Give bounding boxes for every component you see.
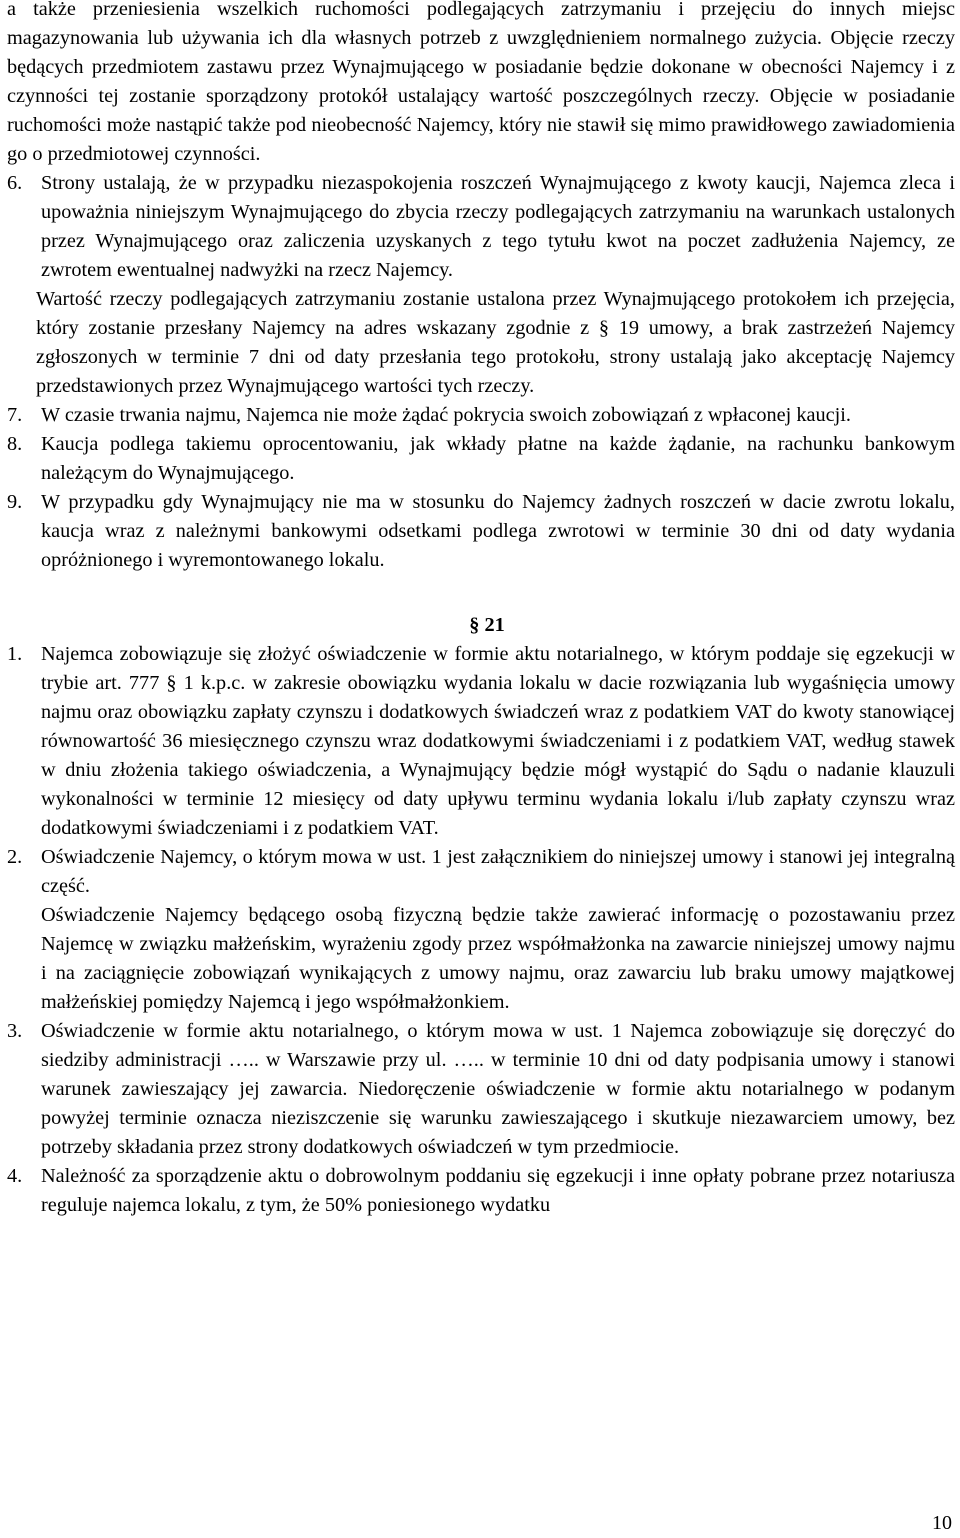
list-item-3 [0,1017,960,1162]
item-text: Oświadczenie w formie aktu notarialnego, o którym mowa w ust. 1 Najemca zobowiązuje się doręczyć do siedziby administracji ….. w Warszawie przy ul. ….. w terminie 10 dni od daty podpisania umowy i stanowi warunek zawieszający jej zawarcia. Niedoręczenie oświadczenie w formie aktu notarialnego w podanym powyżej terminie oznacza nieziszczenie się warunku zawieszającego i skutkuje niezawarciem umowy, bez potrzeby składania przez strony dodatkowych oświadczeń w tym przedmiocie. [41,1020,955,1158]
item-number: 1. [7,643,23,665]
section-heading: § 21 [469,614,505,636]
list-item-8 [0,430,960,488]
lead-paragraph: a także przeniesienia wszelkich ruchomości podlegających zatrzymaniu i przejęciu do innych miejsc magazynowania lub używania ich dla własnych potrzeb z uwzględnieniem normalnego zużycia. Objęcie rzeczy będących przedmiotem zastawu przez Wynajmującego w posiadanie będzie dokonane w obecności Najemcy i z czynności tej zostanie sporządzony protokół ustalający wartość poszczególnych rzeczy. Objęcie w posiadanie ruchomości może nastąpić także pod nieobecność Najemcy, który nie stawił się mimo prawidłowego zawiadomienia go o przedmiotowej czynności. [7,0,955,165]
item-number: 4. [7,1165,23,1187]
item-2-continuation: Oświadczenie Najemcy będącego osobą fizyczną będzie także zawierać informację o pozostawaniu przez Najemcę w związku małżeńskim, wyrażeniu zgody przez współmałżonka na zawarcie niniejszej umowy najmu i na zaciągnięcie zobowiązań wynikających z umowy najmu, oraz zawarciu lub braku umowy majątkowej małżeńskiej pomiędzy Najemcą i jego współmałżonkiem. [41,904,955,1013]
list-item-1 [0,640,960,843]
item-number: 9. [7,491,23,513]
list-item-2 [0,843,960,901]
item-number: 3. [7,1020,23,1042]
list-item-6 [0,169,960,285]
item-number: 2. [7,846,23,868]
item-text: Należność za sporządzenie aktu o dobrowolnym poddaniu się egzekucji i inne opłaty pobrane przez notariusza reguluje najemca lokalu, z tym, że 50% poniesionego wydatku [41,1165,955,1216]
item-6-continuation: Wartość rzeczy podlegających zatrzymaniu zostanie ustalona przez Wynajmującego protokołem ich przejęcia, który zostanie przesłany Najemcy na adres wskazany zgodnie z § 19 umowy, a brak zastrzeżeń Najemcy zgłoszonych w terminie 7 dni od daty przesłania tego protokołu, strony ustalają jako akceptację Najemcy przedstawionych przez Wynajmującego wartości tych rzeczy. [36,288,955,397]
item-text: W przypadku gdy Wynajmujący nie ma w stosunku do Najemcy żadnych roszczeń w dacie zwrotu lokalu, kaucja wraz z należnymi bankowymi odsetkami podlega zwrotowi w terminie 30 dni od daty wydania opróżnionego i wyremontowanego lokalu. [41,491,955,571]
item-text: Kaucja podlega takiemu oprocentowaniu, jak wkłady płatne na każde żądanie, na rachunku bankowym należącym do Wynajmującego. [41,433,955,484]
item-text: Najemca zobowiązuje się złożyć oświadczenie w formie aktu notarialnego, w którym poddaje się egzekucji w trybie art. 777 § 1 k.p.c. w zakresie obowiązku wydania lokalu w dacie rozwiązania lub wygaśnięcia umowy najmu oraz obowiązku zapłaty czynszu i dodatkowych świadczeń wraz z podatkiem VAT do kwoty stanowiącej równowartość 36 miesięcznego czynszu wraz dodatkowymi świadczeniami i z podatkiem VAT, według stawek w dniu złożenia takiego oświadczenia, a Wynajmujący będzie mógł wystąpić do Sądu o nadanie klauzuli wykonalności w terminie 12 miesięcy od daty upływu terminu wydania lokalu i/lub zapłaty czynszu wraz dodatkowymi świadczeniami i z podatkiem VAT. [41,643,955,839]
list-item-9 [0,488,960,575]
item-number: 6. [7,172,23,194]
item-number: 7. [7,404,23,426]
list-item-4 [0,1162,960,1220]
item-text: W czasie trwania najmu, Najemca nie może żądać pokrycia swoich zobowiązań z wpłaconej kaucji. [41,404,851,426]
list-item-7 [0,401,960,430]
item-text: Strony ustalają, że w przypadku niezaspokojenia roszczeń Wynajmującego z kwoty kaucji, Najemca zleca i upoważnia niniejszym Wynajmującego do zbycia rzeczy podlegających zatrzymaniu na warunkach ustalonych przez Wynajmującego oraz zaliczenia uzyskanych z tego tytułu kwot na poczet zadłużenia Najemcy, ze zwrotem ewentualnej nadwyżki na rzecz Najemcy. [41,172,955,281]
item-text: Oświadczenie Najemcy, o którym mowa w ust. 1 jest załącznikiem do niniejszej umowy i stanowi jej integralną część. [41,846,955,897]
item-number: 8. [7,433,23,455]
page-number: 10 [932,1512,952,1534]
